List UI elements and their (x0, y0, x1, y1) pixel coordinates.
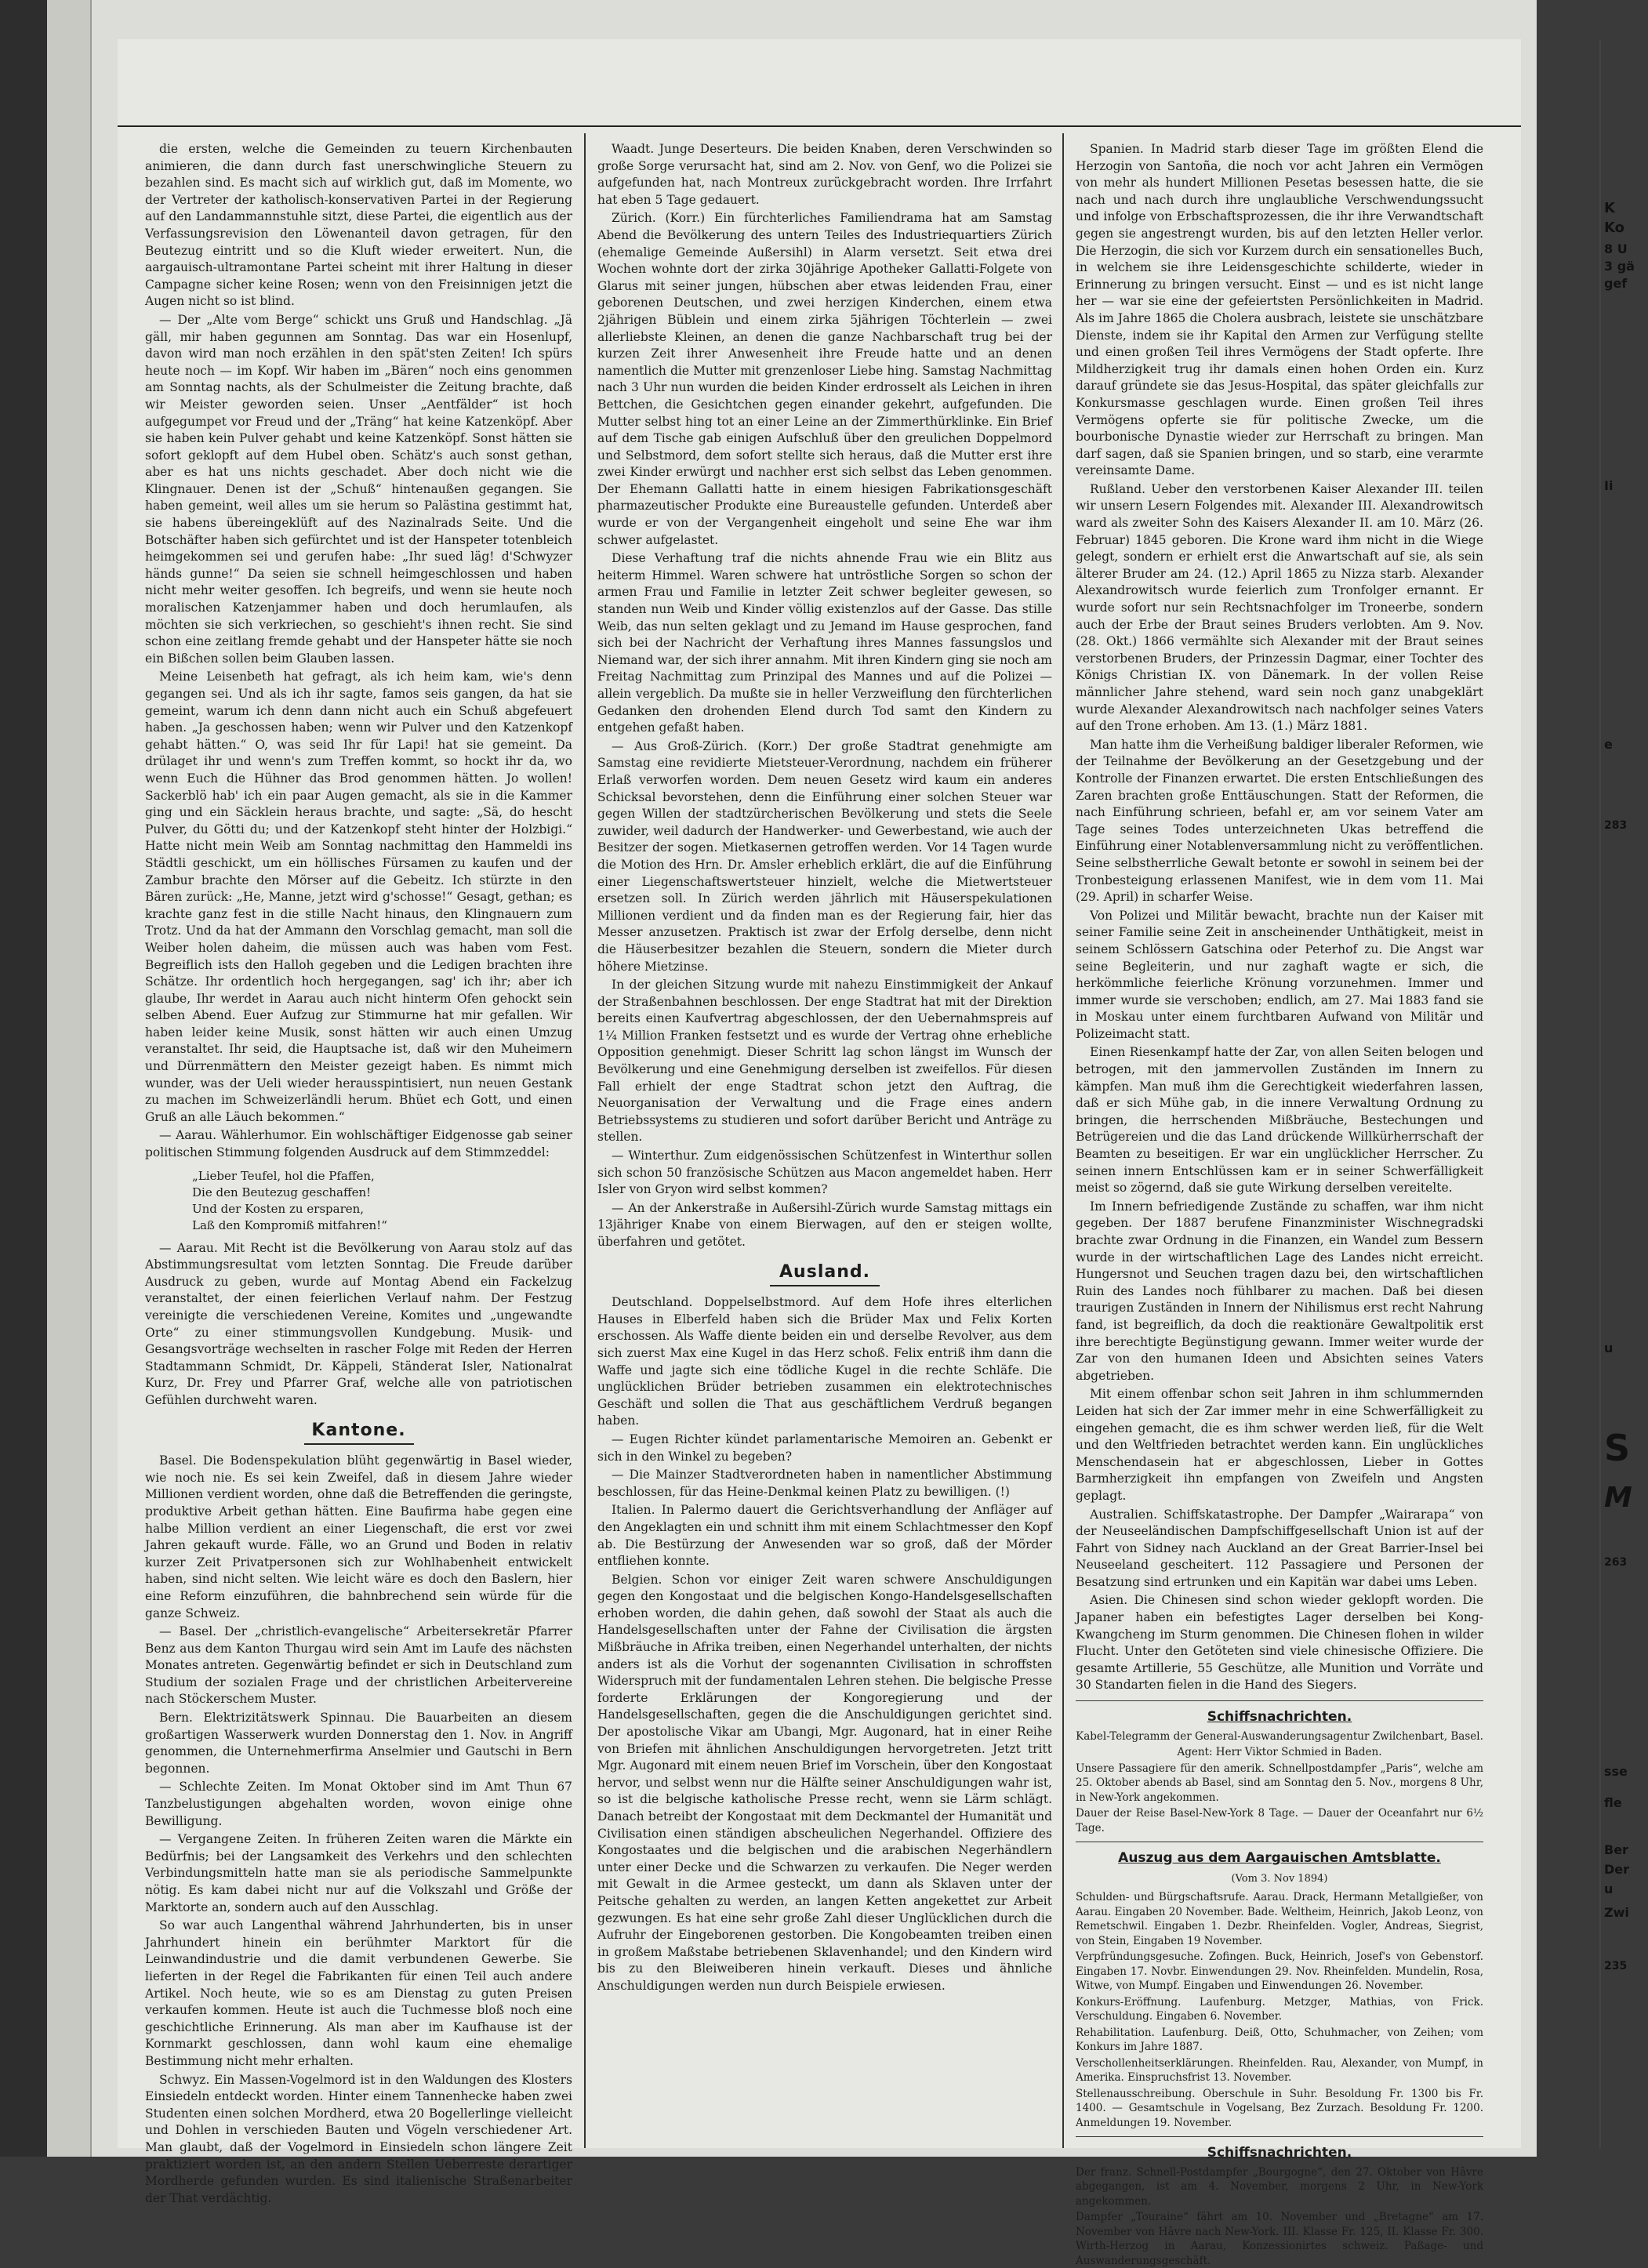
heading-amtsblatt: Auszug aus dem Aargauischen Amtsblatte. (1118, 1850, 1441, 1867)
poem-line: Und der Kosten zu ersparen, (192, 1201, 365, 1216)
article-paragraph: die ersten, welche die Gemeinden zu teuern Kirchenbauten animieren, die dann durch fast unerschwingliche Steuern zu bezahlen sind. Es macht sich auf wirklich gut, daß im Momente, wo der Vertreter der katholisch-konservativen Partei in der Regierung auf den Landammannstuhle sitzt, diese Partei, die eigentlich aus der Verfassungsrevision den Löwenanteil davon getragen, für den Beutezug eintritt und so die Kluft wieder erweitert. Nun, die aargauisch-ultramontane Partei scheint mit ihrer Haltung in dieser Campagne sicher keine Rosen; wenn von den Freisinnigen jetzt die Augen nicht so ist blind. (145, 142, 572, 309)
article-paragraph: — An der Ankerstraße in Außersihl-Zürich wurde Samstag mittags ein 13jähriger Knabe von einem Bierwagen, auf den er steigen wollte, überfahren und getötet. (597, 1200, 1052, 1249)
poem (192, 1168, 572, 1234)
article-paragraph: Mit einem offenbar schon seit Jahren in ihm schlummernden Leiden hat sich der Zar immer mehr in eine Schwerfälligkeit zu eingehen gemacht, die es ihm schwer werden ließ, für die Welt und den Weltfrieden betrachtet werden kann. Ein unglückliches Menschendasein hat er abgeschlossen, Lieber in Gottes Barmherzigkeit ihn empfangen von Zweifeln und Angsten geplagt. (1076, 1387, 1483, 1503)
amtsblatt-date: (Vom 3. Nov 1894) (1231, 1872, 1328, 1885)
article-paragraph: Im Innern befriedigende Zustände zu schaffen, war ihm nicht gegeben. Der 1887 berufene Finanzminister Wischnegradski brachte zwar Ordnung in die Finanzen, ein Wandel zum Bessern wurde in der wirtschaftlichen Lage des Landes nicht erreicht. Hungersnot und Seuchen tragen dazu bei, den wirtschaftlichen Ruin des Landes noch fühlbarer zu machen. Daß bei diesen traurigen Zuständen in Innern der Nihilismus erst recht Nahrung fand, ist begreiflich, da doch die reaktionäre Gewaltpolitik erst ihre berechtigte Begünstigung gewann. Immer weiter wurde der Zar von den humanen Ideen und Absichten seines Vaters abgetrieben. (1076, 1199, 1483, 1383)
cut-text-fragment: sse (1604, 1764, 1628, 1779)
article-paragraph: — Aarau. Mit Recht ist die Bevölkerung von Aarau stolz auf das Abstimmungsresultat vom letzten Sonntag. Die Freude darüber Ausdruck zu geben, wurde auf Montag Abend ein Fackelzug veranstaltet, der einen feierlichen Verlauf nahm. Der Festzug vereinigte die verschiedenen Vereine, Komites und „ungewandte Orte“ zu einer stimmungsvollen Kundgebung. Musik- und Gesangsvorträge wechselten in rascher Folge mit Reden der Herren Stadtammann Schmidt, Dr. Käppeli, Ständerat Isler, Nationalrat Kurz, Dr. Frey und Pfarrer Graf, welche alle von patriotischen Gefühlen durchweht waren. (145, 1240, 572, 1407)
cut-text-fragment: 3 gä (1604, 259, 1635, 274)
notice-line: Schulden- und Bürgschaftsrufe. Aarau. Drack, Hermann Metallgießer, von Aarau. Eingaben 20 November. Bade. Weltheim, Heinrich, Jakob Leonz, von Remetschwil. Eingaben 1. Dezbr. Rheinfelden. Vogler, Andreas, Siegrist, von Stein, Eingaben 19 November. (1076, 1891, 1483, 1947)
cut-text-fragment: 283 (1604, 819, 1628, 832)
cut-text-fragment: 8 U (1604, 241, 1628, 256)
adjacent-page-edge (1599, 39, 1648, 2148)
heading-schiffsnachrichten: Schiffsnachrichten. (1207, 2145, 1352, 2161)
article-paragraph: — Eugen Richter kündet parlamentarische Memoiren an. Gebenkt er sich in den Winkel zu begeben? (597, 1432, 1052, 1464)
article-paragraph: Von Polizei und Militär bewacht, brachte nun der Kaiser mit seiner Familie seine Zeit in anscheinender Unthätigkeit, meist in seinem Schlössern Gatschina oder Peterhof zu. Die Angst war seine Begleiterin, und nur zaghaft wagte er sich, die herkömmliche feierliche Krönung vorzunehmen. Immer und immer wurde sie verschoben; endlich, am 27. Mai 1883 fand sie in Moskau unter einem furchtbaren Aufwand von Militär und Polizeimacht statt. (1076, 908, 1483, 1041)
article-paragraph: Waadt. Junge Deserteurs. Die beiden Knaben, deren Verschwinden so große Sorge verursacht hat, sind am 2. Nov. von Genf, wo die Polizei sie aufgefunden hat, nach Montreux zurückgebracht worden. Ihre Irrfahrt hat eben 5 Tage gedauert. (597, 142, 1052, 207)
heading-schiffsnachrichten: Schiffsnachrichten. (1207, 1709, 1352, 1725)
cut-text-fragment: Ii (1604, 478, 1614, 493)
article-paragraph: Belgien. Schon vor einiger Zeit waren schwere Anschuldigungen gegen den Kongostaat und die belgischen Kongo-Handelsgesellschaften erhoben worden, die dahin gehen, daß sowohl der Staat als auch die Handelsgesellschaften unter der Fahne der Civilisation die ärgsten Mißbräuche in Afrika treiben, einen Negerhandel unterhalten, der nichts anders ist als die Vorhut der sogenannten Civilisation in schroffsten Widerspruch mit der fundamentalen Lehren stehen. Die belgische Presse forderte Erklärungen der Kongoregierung und der Handelsgesellschaften, gegen die die Anschuldigungen gerichtet sind. Der apostolische Vikar am Ubangi, Mgr. Augonard, hat in einer Reihe von Briefen mit ähnlichen Anschuldigungen hervorgetreten. Jetzt tritt Mgr. Augonard mit einem neuen Brief im Vorschein, über den Kongostaat hervor, und selbst wenn nur die Hälfte seiner Anschuldigungen wahr ist, so ist die belgische katholische Presse recht, wenn sie Lärm schlägt. Danach betreibt der Kongostaat mit dem Deckmantel der Humanität und Civilisation einen ständigen abscheulichen Negerhandel. Offiziere des Kongostaates und die belgischen und die arabischen Negerhändlern unter einer Decke und die Schwarzen zu verkaufen. Die Neger werden mit Gewalt in die Armee gesteckt, um dann als Sklaven unter der Peitsche gehalten zu werden, an langen Ketten angekettet zur Arbeit gezwungen. Es hat eine sehr große Zahl dieser Unglücklichen durch die Aufruhr der Eingeborenen gestorben. Die Kongobeamten treiben einen in großem Maßstabe betriebenen Sklavenhandel; und den Kindern wird bis zu den Bleiweiberen hinein verkauft. Dieses und ähnliche Anschuldigungen werden nun durch Beispiele erwiesen. (597, 1572, 1052, 1993)
article-paragraph: Deutschland. Doppelselbstmord. Auf dem Hofe ihres elterlichen Hauses in Elberfeld haben sich die Brüder Max und Felix Korten erschossen. Als Waffe diente beiden ein und derselbe Revolver, aus dem sich zuerst Max eine Kugel in das Herz schoß. Felix entriß ihm dann die Waffe und jagte sich eine tödliche Kugel in die rechte Schläfe. Die unglücklichen Brüder betrieben zusammen ein elektrotechnisches Geschäft und sollen die That aus geschäftlichem Verdruß begangen haben. (597, 1295, 1052, 1428)
article-paragraph: — Winterthur. Zum eidgenössischen Schützenfest in Winterthur sollen sich schon 50 französische Schützen aus Macon angemeldet haben. Herr Isler von Gryon wird selbst kommen? (597, 1149, 1052, 1197)
article-paragraph: — Vergangene Zeiten. In früheren Zeiten waren die Märkte ein Bedürfnis; bei der Langsamkeit des Verkehrs und den schlechten Verbindungsmitteln hatte man sie als periodische Sammelpunkte nötig. Es kam dabei nicht nur auf die Volkszahl und Größe der Marktorte an, sondern auch auf den Ausschlag. (145, 1832, 572, 1914)
article-paragraph: Einen Riesenkampf hatte der Zar, von allen Seiten belogen und betrogen, mit den jammervollen Zuständen im Innern zu kämpfen. Man muß ihm die Gerechtigkeit wiederfahren lassen, daß er sich Mühe gab, in die innere Verwaltung Ordnung zu bringen, die herrschenden Mißbräuche, Bestechungen und Betrügereien und die das Land drückende Willkürherrschaft der Beamten zu beseitigen. Er war ein unglücklicher Herrscher. Zu seinen innern Entschlüssen kam er in seiner Schwerfälligkeit meist so zögernd, daß sie gute Wirkung derselben vereitelte. (1076, 1045, 1483, 1196)
column-rule-1 (584, 133, 586, 2148)
cut-text-fragment: Ko (1604, 220, 1624, 236)
binding-edge (47, 0, 92, 2157)
cut-text-fragment: u (1604, 1882, 1614, 1896)
poem-line: „Lieber Teufel, hol die Pfaffen, (192, 1168, 375, 1183)
cut-text-fragment: Der (1604, 1862, 1630, 1877)
cut-text-fragment: u (1604, 1341, 1614, 1355)
article-paragraph: Diese Verhaftung traf die nichts ahnende Frau wie ein Blitz aus heiterm Himmel. Waren schwere hat untröstliche Sorgen so schon der armen Frau und Familie in letzter Zeit schwer begleiter gewesen, so standen nun Weib und Kinder völlig existenzlos auf der Gasse. Das stille Weib, das nun selten geklagt und zu Jemand im Hause gesprochen, fand sich bei der Nachricht der Verhaftung ihres Mannes fassungslos und Niemand war, der sich ihrer annahm. Mit ihren Kindern ging sie noch am Freitag Nachmittag zum Prinzipal des Mannes und auf die Polizei — allein vergeblich. Da mußte sie in heller Verzweiflung den fürchterlichen Gedanken den drohenden Elend durch Tod samt den Kindern zu entgehen gefaßt haben. (597, 551, 1052, 735)
notice-line: Agent: Herr Viktor Schmied in Baden. (1177, 1746, 1382, 1759)
column-rule-2 (1062, 133, 1064, 2148)
section-heading-ausland: Ausland. (597, 1264, 1052, 1287)
column-1 (145, 141, 572, 2205)
cut-text-fragment: S (1604, 1427, 1631, 1469)
cut-text-fragment: fle (1604, 1795, 1622, 1810)
cut-text-fragment: K (1604, 200, 1615, 216)
article-paragraph: — Aus Groß-Zürich. (Korr.) Der große Stadtrat genehmigte am Samstag eine revidierte Mietsteuer-Verordnung, nachdem ein früherer Erlaß verworfen worden. Dem neuen Gesetz wird kaum ein anderes Schicksal bevorstehen, denn die Einführung einer solchen Steuer war gegen Willen der stadtzürcherischen Bevölkerung und stets die Seele zuwider, weil dadurch der Handwerker- und Gewerbestand, wie auch der Besitzer der sogen. Mietkasernen getroffen werden. Vor 14 Tagen wurde die Motion des Hrn. Dr. Amsler erheblich erklärt, die auf die Einführung einer Liegenschaftswertsteuer hinzielt, welche die Mietwertsteuer ersetzen soll. In Zürich werden jährlich mit Häuserspekulationen Millionen verdient und da finden man es der Regierung fair, hier das Messer anzusetzen. Praktisch ist zwar der Erfolg derselbe, denn nicht die Häuserbesitzer bezahlen die Steuern, sondern die Mieter durch höhere Mietzinse. (597, 738, 1052, 974)
article-paragraph: — Aarau. Wählerhumor. Ein wohlschäftiger Eidgenosse gab seiner politischen Stimmung folgenden Ausdruck auf dem Stimmzeddel: (145, 1128, 572, 1160)
article-paragraph: So war auch Langenthal während Jahrhunderten, bis in unser Jahrhundert hinein ein berühmter Marktort für die Leinwandindustrie und die damit verbundenen Gewerbe. Sie lieferten in der Regel die Fabrikanten für einen Teil auch andere Artikel. Noch heute, wie so es am Dienstag zu guten Preisen verkaufen kommen. Heute ist auch die Tuchmesse bloß noch eine geschichtliche Erinnerung. Als man aber im Kaufhause ist der Kornmarkt geschlossen, dann wohl kaum eine ehemalige Bestimmung nicht mehr erhalten. (145, 1918, 572, 2068)
cut-text-fragment: M (1604, 1482, 1632, 1514)
cut-text-fragment: gef (1604, 276, 1628, 291)
newspaper-page (118, 39, 1635, 2267)
article-paragraph: Australien. Schiffskatastrophe. Der Dampfer „Wairarapa“ von der Neuseeländischen Dampfschiffgesellschaft Union ist auf der Fahrt von Sidney nach Auckland an der Great Barrier-Insel bei Neuseeland gescheitert. 112 Passagiere und Personen der Besatzung sind ertrunken und ein Kapitän war dabei ums Leben. (1076, 1507, 1483, 1589)
notice-line: Stellenausschreibung. Oberschule in Suhr. Besoldung Fr. 1300 bis Fr. 1400. — Gesamtschule in Vogelsang, Bez Zurzach. Besoldung Fr. 1200. Anmeldungen 19. November. (1076, 2087, 1483, 2129)
top-rule (118, 125, 1521, 127)
cut-text-fragment: Ber (1604, 1842, 1628, 1857)
article-paragraph: Rußland. Ueber den verstorbenen Kaiser Alexander III. teilen wir unsern Lesern Folgendes mit. Alexander III. Alexandrowitsch ward als zweiter Sohn des Kaisers Alexander II. am 10. März (26. Februar) 1845 geboren. Die Krone ward ihm nicht in die Wiege gelegt, sondern er erhielt erst die Anwartschaft auf sie, als sein älterer Bruder am 24. (12.) April 1865 zu Nizza starb. Alexander Alexandrowitsch wurde feierlich zum Tronfolger ernannt. Er wurde sofort nur sein Rechtsnachfolger im Troneerbe, sondern auch der Erbe der Braut seines Bruders verlobten. Am 9. Nov. (28. Okt.) 1866 vermählte sich Alexander mit der Braut seines verstorbenen Bruders, der Prinzessin Dagmar, einer Tochter des Königs Christian IX. von Dänemark. In der vollen Reise männlicher Jahre stehend, ward sein noch ganz unabgeklärt wurde Alexander Alexandrowitsch nach nachfolger seines Vaters auf den Trone erhoben. Am 13. (1.) März 1881. (1076, 481, 1483, 734)
notice-line: Dampfer „Touraine“ fährt am 10. November und „Bretagne“ am 17. November von Hâvre nach New-York. III. Klasse Fr. 125, II. Klasse Fr. 300. Wirth-Herzog in Aarau, Konzessionirtes schweiz. Paßage- und Auswanderungsgeschäft. (1076, 2211, 1483, 2267)
notice-line: Verpfründungsgesuche. Zofingen. Buck, Heinrich, Josef's von Gebenstorf. Eingaben 17. Novbr. Einwendungen 29. Nov. Rheinfelden. Mundelin, Rosa, Witwe, von Mumpf. Eingaben und Einwendungen 26. November. (1076, 1950, 1483, 1993)
article-paragraph: Zürich. (Korr.) Ein fürchterliches Familiendrama hat am Samstag Abend die Bevölkerung des untern Teiles des Industriequartiers Zürich (ehemalige Gemeinde Außersihl) in Alarm versetzt. Seit etwa drei Wochen wohnte dort der zirka 30jährige Apotheker Gallatti-Folgete von Glarus mit seiner jungen, hübschen aber etwas leidenden Frau, einer geborenen Deutschen, und zwei herzigen Kinderchen, einem etwa 2jährigen Büblein und einem zirka 5jährigen Töchterlein — zwei allerliebste Kleinen, an denen die ganze Nachbarschaft trug bei der kurzen Zeit ihrer Anwesenheit ihre Freude hatte und an denen namentlich die Mutter mit grenzenloser Liebe hing. Samstag Nachmittag nach 3 Uhr nun wurden die beiden Kinder erdrosselt als Leichen in ihren Bettchen, die Gesichtchen gegen einander gekehrt, aufgefunden. Die Mutter selbst hing tot an einer Leine an der Zimmerthürklinke. Ein Brief auf dem Tische gab einigen Aufschluß über den greulichen Doppelmord und Selbstmord, dem sofort stellte sich heraus, daß die Mutter erst ihre zwei Kinder erwürgt und nachher erst sich selbst das Leben genommen. Der Ehemann Gallatti hatte in einem hiesigen Fabrikationsgeschäft pharmazeutischer Produkte eine Bureaustelle gefunden. Unterdeß aber wurde er von der Vergangenheit eingeholt und seine Ehe war ihm schwer aufgelastet. (597, 211, 1052, 547)
cut-text-fragment: 263 (1604, 1556, 1628, 1569)
notice-line: Verschollenheitserklärungen. Rheinfelden. Rau, Alexander, von Mumpf, in Amerika. Einspruchsfrist 13. November. (1076, 2056, 1483, 2085)
poem-line: Laß den Kompromiß mitfahren!“ (192, 1217, 387, 1232)
article-paragraph: Bern. Elektrizitätswerk Spinnau. Die Bauarbeiten an diesem großartigen Wasserwerk wurden Donnerstag den 1. Nov. in Angriff genommen, die Unternehmerfirma Anselmier und Gautschi in Bern begonnen. (145, 1711, 572, 1776)
poem-line: Die den Beutezug geschaffen! (192, 1185, 372, 1199)
article-paragraph: Italien. In Palermo dauert die Gerichtsverhandlung der Anfläger auf den Angeklagten ein und schnitt ihm mit einem Schlachtmesser den Kopf ab. Die Bestürzung der Anwesenden war so groß, daß der Mörder entfliehen konnte. (597, 1503, 1052, 1569)
notice-line: Dauer der Reise Basel-New-York 8 Tage. — Dauer der Oceanfahrt nur 6½ Tage. (1076, 1807, 1483, 1834)
article-paragraph: Spanien. In Madrid starb dieser Tage im größten Elend die Herzogin von Santoña, die noch vor acht Jahren ein Vermögen von mehr als hundert Millionen Pesetas besessen hatte, die sie nach und nach durch ihre unglaubliche Verschwendungssucht und infolge von Erbschaftsprozessen, die ihr ihre Verwandtschaft gegen sie angestrengt wurden, bis auf den letzten Heller verlor. Die Herzogin, die sich vor Kurzem durch ein sensationelles Buch, in welchem sie ihre Leidensgeschichte schilderte, wieder in Erinnerung zu bringen versucht. Einst — und es ist nicht lange her — war sie eine der gefeiertsten Persönlichkeiten in Madrid. Als im Jahre 1865 die Cholera ausbrach, leistete sie unschätzbare Dienste, indem sie ihr Kapital den Armen zur Verfügung stellte und einen großen Teil ihres Vermögens der Stadt opferte. Ihre Mildherzigkeit trug ihr damals einen hohen Orden ein. Kurz darauf gründete sie das Jesus-Hospital, das später gleichfalls zur Konkursmasse geschlagen wurde. Einen großen Teil ihres Vermögens opferte sie für politische Zwecke, um die bourbonische Dynastie wieder zur Herrschaft zu bringen. Man darf sagen, daß sie Spanien bringen, und so starb, eine verarmte vereinsamte Dame. (1076, 142, 1483, 478)
column-3 (1076, 141, 1483, 2267)
cut-text-fragment: 235 (1604, 1960, 1628, 1972)
section-heading-kantone: Kantone. (145, 1422, 572, 1446)
notice-line: Der franz. Schnell-Postdampfer „Bourgogne“, den 27. Oktober von Hâvre abgegangen, ist am 4. November, morgens 2 Uhr, in New-York angekommen. (1076, 2165, 1483, 2208)
divider (1076, 1700, 1483, 1701)
article-paragraph: — Basel. Der „christlich-evangelische“ Arbeitersekretär Pfarrer Benz aus dem Kanton Thurgau wird sein Amt im Laufe des nächsten Monates antreten. Gegenwärtig befindet er sich in Deutschland zum Studium der sozialen Frage und der christlichen Arbeitervereine nach Stöckerschem Muster. (145, 1624, 572, 1707)
notice-line: Kabel-Telegramm der General-Auswanderungsagentur Zwilchenbart, Basel. (1076, 1729, 1483, 1743)
article-paragraph: — Schlechte Zeiten. Im Monat Oktober sind im Amt Thun 67 Tanzbelustigungen abgehalten worden, wovon einige ohne Bewilligung. (145, 1780, 572, 1828)
column-2 (597, 141, 1052, 2117)
article-paragraph: — Der „Alte vom Berge“ schickt uns Gruß und Handschlag. „Jä gäll, mir haben gegunnen am Sonntag. Das war ein Hosenlupf, davon wird man noch erzählen in den spät'sten Zeiten! Ich spürs heute noch — im Kopf. Wir haben im „Bären“ noch eins genommen am Sonntag nachts, als der Schulmeister die Zeitung brachte, daß wir Meister geworden seien. Unser „Aentfälder“ ist hoch aufgegumpet vor Freud und der „Träng“ hat keine Katzenköpf. Aber sie haben kein Pulver gehabt und keine Katzenköpf. Sonst hätten sie sofort geklopft auf dem Hubel oben. Schätz's auch sonst gethan, aber es hat uns nichts geschadet. Aber doch nicht wie die Klingnauer. Denen ist der „Schuß“ hintenaußen gegangen. Sie haben gemeint, weil alles um sie herum so Palästina gestimmt hat, sie habens übereingeklüft auf des Nazinalrads Seite. Und die Botschäfter haben sich gefürchtet und ist der Hanspeter totenbleich heimgekommen sei und gerufen habe: „Ihr sued läg! d'Schwyzer händs gunne!“ Da seien sie schnell heimgeschlossen und haben nicht mehr weiter gesoffen. Ich begreifs, und wenn sie heute noch moralischen Katzenjammer haben und doch herumlaufen, als möchten sie sich verkriechen, so geschieht's ihnen recht. Sie sind schon eine zeitlang fremde gehabt und der Hanspeter hätte sie noch ein Bißchen sollen beim Glauben lassen. (145, 312, 572, 666)
notice-line: Unsere Passagiere für den amerik. Schnellpostdampfer „Paris“, welche am 25. Oktober abends ab Basel, sind am Sonntag den 5. Nov., morgens 8 Uhr, in New-York angekommen. (1076, 1762, 1483, 1804)
notice-line: Konkurs-Eröffnung. Laufenburg. Metzger, Mathias, von Frick. Verschuldung. Eingaben 6. November. (1076, 1995, 1483, 2023)
article-paragraph: — Die Mainzer Stadtverordneten haben in namentlicher Abstimmung beschlossen, für das Heine-Denkmal keinen Platz zu bewilligen. (!) (597, 1468, 1052, 1499)
article-paragraph: In der gleichen Sitzung wurde mit nahezu Einstimmigkeit der Ankauf der Straßenbahnen beschlossen. Der enge Stadtrat hat mit der Direktion bereits einen Kaufvertrag abgeschlossen, der den Uebernahmspreis auf 1¼ Million Franken festsetzt und es wurde der Vertrag ohne erhebliche Opposition genehmigt. Dieser Schritt lag schon längst im Wunsch der Bevölkerung und eine Genehmigung derselben ist zweifellos. Für diesen Fall erhielt der enge Stadtrat schon jetzt den Auftrag, die Neuorganisation der Verwaltung und die Frage eines andern Betriebssystems zu studieren und sofort darüber Bericht und Anträge zu stellen. (597, 978, 1052, 1145)
article-paragraph: Meine Leisenbeth hat gefragt, als ich heim kam, wie's denn gegangen sei. Und als ich ihr sagte, famos seis gangen, da hat sie gemeint, warum ich denn dann nicht auch ein Schuß abgefeuert haben. „Ja geschossen haben; wenn wir Pulver und den Katzenkopf gehabt hätten.“ O, was seid Ihr für Lapi! hat sie gemeint. Da drülaget ihr und wenn's zum Treffen kommt, so hockt ihr da, wo wenn Euch die Hühner das Brod genommen hätten. Jo wollen! Sackerblö hab' ich ein paar Augen gemacht, als sie in die Kammer ging und ein Säcklein heraus brachte, und sagte: „Sä, do hescht Pulver, du Götti du; und der Katzenkopf steht hinter der Holzbigi.“ Hatte nicht mein Weib am Sonntag nachmittag den Hammeldi ins Städtli geschickt, um ein höllisches Fürsamen zu kaufen und der Zambur brachte den Mörser auf die Gebeitz. Ich stürzte in den Bären zurück: „He, Manne, jetzt wird g'schosse!“ Gesagt, gethan; es krachte ganz fest in die stille Nacht hinaus, den Klingnauern zum Trotz. Und da hat der Ammann den Vorschlag gemacht, man soll die Weiber holen daheim, die müssen auch was haben vom Fest. Begreiflich ists den Halloh gegeben und die Ledigen brachten ihre Schätze. Ihr ordentlich hoch hergegangen, sag' ich ihr; aber ich glaube, Ihr werdet in Aarau auch nicht hinterm Ofen gehockt sein selben Abend. Euer Aufzug zur Stimmurne hat mir gefallen. Wir haben leider keine Musik, sonst hätten wir auch einen Umzug veranstaltet. Ihr seid, die Hauptsache ist, daß wir den Muheimern und Dürrenmättern den Meister gezeigt haben. Es nimmt mich wunder, was der Ueli wieder herausspintisiert, nun neuen Gestank zu machen im Schweizerländli herum. Bhüet ech Gott, und einen Gruß an alle Läuch bekommen.“ (145, 670, 572, 1124)
article-paragraph: Schwyz. Ein Massen-Vogelmord ist in den Waldungen des Klosters Einsiedeln entdeckt worden. Hinter einem Tannenhecke haben zwei Studenten einen solchen Mordherd, etwa 20 Bogellerlinge vielleicht und Dohlen in verschieden Bauten und Vögeln verschiedener Art. Man glaubt, daß der Vogelmord in Einsiedeln schon längere Zeit praktiziert worden ist, an den andern Stellen Ueberreste derartiger Mordherde gefunden wurden. Es sind italienische Straßenarbeiter der That verdächtig. (145, 2072, 572, 2205)
article-paragraph: Asien. Die Chinesen sind schon wieder geklopft worden. Die Japaner haben ein befestigtes Lager derselben bei Kong-Kwangcheng im Sturm genommen. Die Chinesen flohen in wilder Flucht. Unter den Getöteten sind viele chinesische Offiziere. Die gesamte Artillerie, 55 Geschütze, alle Munition und Vorräte und 30 Standarten fielen in die Hand des Siegers. (1076, 1593, 1483, 1693)
notice-line: Rehabilitation. Laufenburg. Deiß, Otto, Schuhmacher, von Zeihen; vom Konkurs im Jahre 1887. (1076, 2026, 1483, 2054)
cut-text-fragment: e (1604, 737, 1613, 752)
binding-shadow (0, 0, 47, 2157)
cut-text-fragment: Zwi (1604, 1905, 1629, 1920)
article-paragraph: Man hatte ihm die Verheißung baldiger liberaler Reformen, wie der Teilnahme der Bevölkerung an der Gesetzgebung und der Kontrolle der Finanzen erwartet. Die ersten Entschließungen des Zaren brachten große Enttäuschungen. Statt der Reformen, die nach Einführung schrieen, befahl er, am vor seinem Vater am Tage seines Todes unterzeichneten Ukas betreffend die Einführung einer Notablenversammlung nicht zu veröffentlichen. Seine selbstherrliche Gewalt betonte er sowohl in seinem bei der Tronbesteigung erlassenen Manifest, wie in dem vom 11. Mai (29. April) in scharfer Weise. (1076, 737, 1483, 905)
divider (1076, 2136, 1483, 2137)
article-paragraph: Basel. Die Bodenspekulation blüht gegenwärtig in Basel wieder, wie noch nie. Es sei kein Zweifel, daß in diesem Jahre wieder Millionen verdient worden, ohne daß die Betreffenden die geringste, produktive Arbeit gethan hätten. Eine Baufirma habe gegen eine halbe Million verdient an einer Liegenschaft, die erst vor zwei Jahren gekauft wurde. Fälle, wo an Grund und Boden in relativ kurzer Zeit Privatpersonen sich zur Wohlhabenheit entwickelt haben, sind nicht selten. Wie leicht wäre es doch den Baslern, hier eine Reform einzuführen, die bahnbrechend sein würde für die ganze Schweiz. (145, 1453, 572, 1620)
